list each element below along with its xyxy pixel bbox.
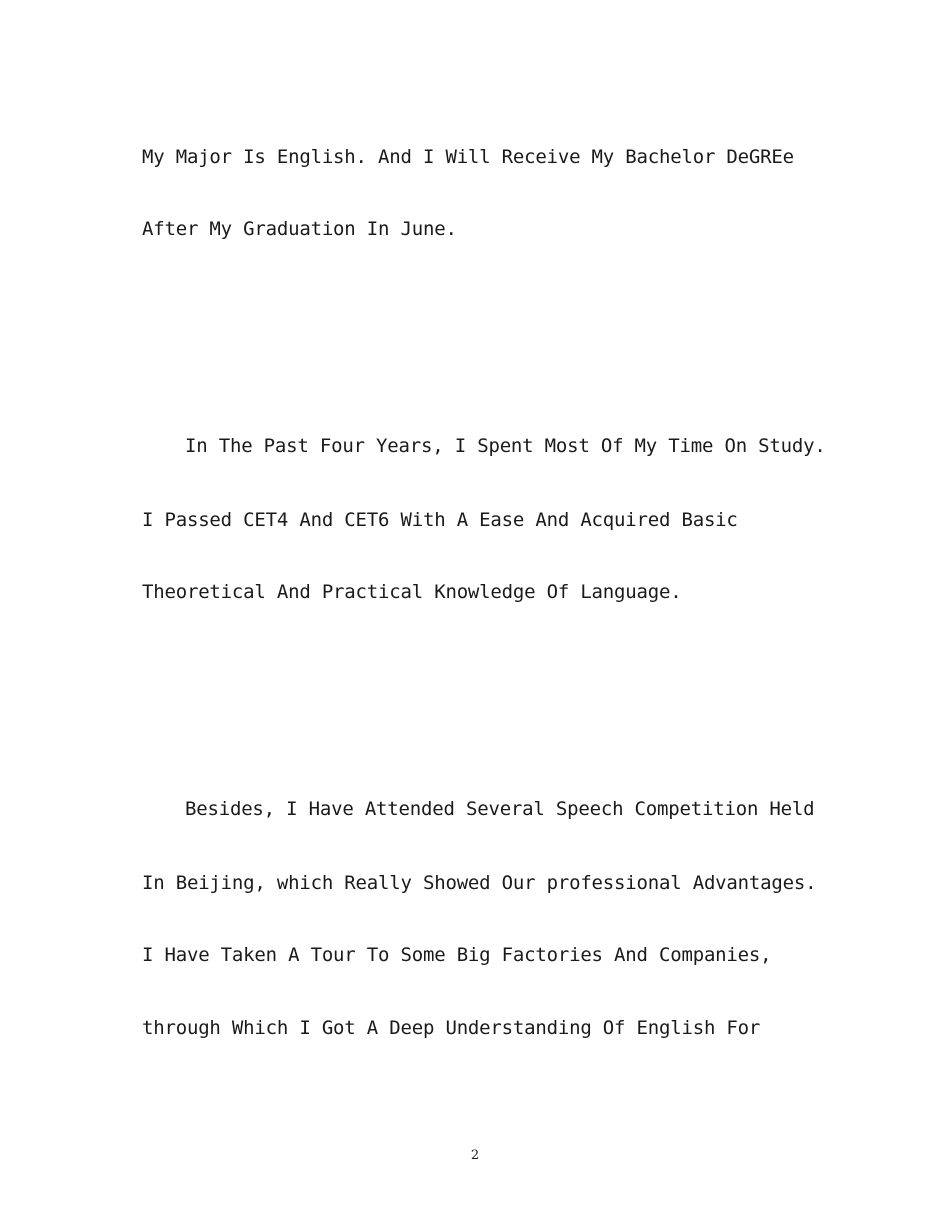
paragraph-line: After My Graduation In June. xyxy=(142,218,457,240)
paragraph-line: Theoretical And Practical Knowledge Of Language. xyxy=(142,581,682,603)
paragraph-line: I Have Taken A Tour To Some Big Factories And Companies, xyxy=(142,944,772,966)
page-number: 2 xyxy=(470,1148,480,1163)
paragraph-line: In Beijing, which Really Showed Our professional Advantages. xyxy=(142,872,817,894)
paragraph-line: through Which I Got A Deep Understanding Of English For xyxy=(142,1017,761,1039)
paragraph-line: In The Past Four Years, I Spent Most Of My Time On Study. xyxy=(185,435,826,457)
paragraph-line: Besides, I Have Attended Several Speech Competition Held xyxy=(185,798,815,820)
paragraph-line: I Passed CET4 And CET6 With A Ease And Acquired Basic xyxy=(142,509,738,531)
paragraph-line: My Major Is English. And I Will Receive My Bachelor DeGREe xyxy=(142,146,794,168)
